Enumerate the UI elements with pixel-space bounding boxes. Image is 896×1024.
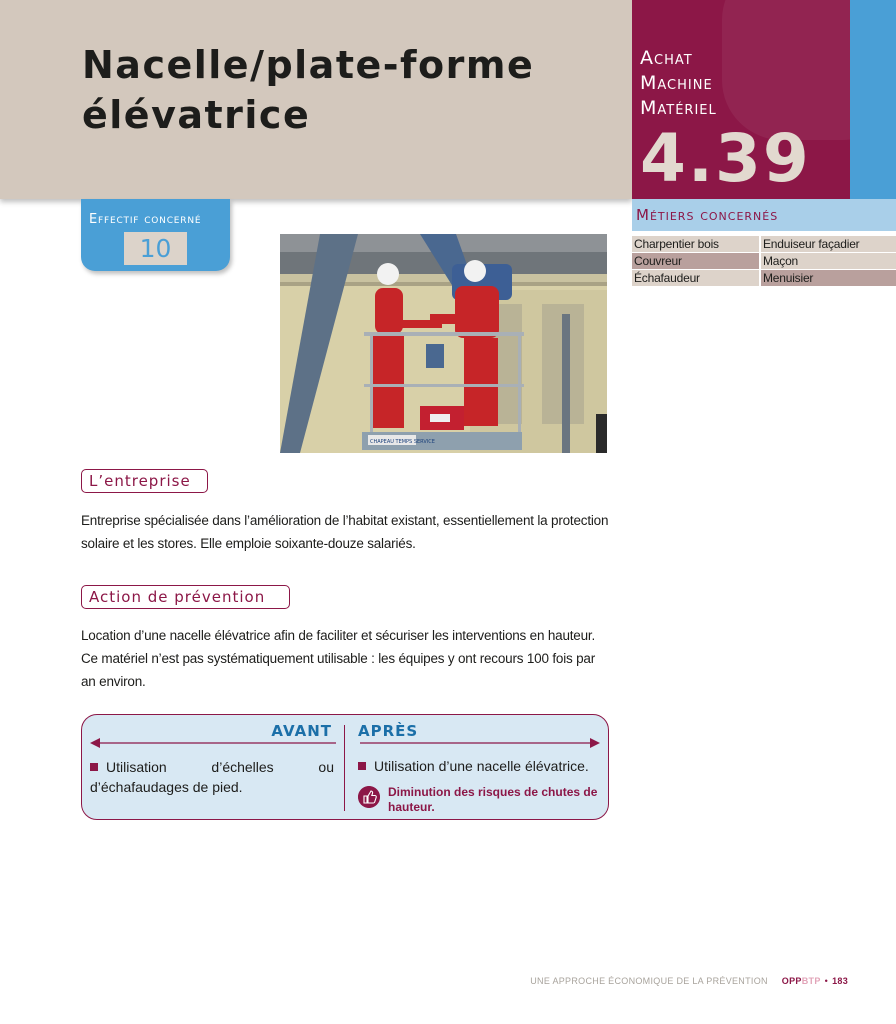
category-block bbox=[632, 0, 850, 199]
decorative-shape bbox=[722, 0, 850, 140]
worksite-photo bbox=[280, 234, 607, 453]
metiers-row bbox=[632, 253, 896, 269]
thumbs-up-icon bbox=[358, 786, 380, 808]
avant-item bbox=[90, 757, 334, 797]
metier-cell: Couvreur bbox=[632, 253, 759, 269]
avant-title: AVANT bbox=[271, 722, 332, 740]
entreprise-text: Entreprise spécialisée dans l’amélioration de l’habitat existant, essentiellement la protection solaire et les stores. Elle emploie soixante-douze salariés. bbox=[81, 513, 609, 551]
apres-item-text: Utilisation d’une nacelle élévatrice. bbox=[374, 758, 589, 774]
page-title: Nacelle/plate-forme élévatrice bbox=[82, 43, 535, 137]
metiers-grid bbox=[632, 236, 896, 287]
benefit-text: Diminution des risques de chutes de hauteur. bbox=[388, 785, 598, 814]
blue-strip bbox=[850, 0, 896, 199]
metier-cell: Maçon bbox=[761, 253, 896, 269]
footer-separator: • bbox=[824, 976, 829, 986]
category-label: Achat bbox=[640, 47, 693, 69]
footer-brand-opp: OPP bbox=[781, 976, 802, 986]
metiers-row bbox=[632, 270, 896, 286]
metiers-row bbox=[632, 236, 896, 252]
metiers-header bbox=[632, 199, 896, 231]
metier-cell: Charpentier bois bbox=[632, 236, 759, 252]
metiers-title: Métiers concernés bbox=[636, 206, 779, 224]
comparison-box bbox=[81, 714, 609, 820]
metier-cell: Échafaudeur bbox=[632, 270, 759, 286]
comparison-divider bbox=[344, 725, 345, 811]
page-footer bbox=[530, 975, 848, 987]
effectif-value: 10 bbox=[124, 232, 187, 265]
page-number: 183 bbox=[832, 976, 848, 986]
sheet-number: 4.39 bbox=[640, 120, 811, 197]
effectif-box bbox=[81, 199, 230, 271]
bullet-icon bbox=[90, 763, 98, 771]
action-text: Location d’une nacelle élévatrice afin de faciliter et sécuriser les interventions en hauteur. Ce matériel n’est pas systématiquement utilisable : les équipes y ont recours 100 fois par an environ. bbox=[81, 628, 596, 689]
metier-cell: Enduiseur façadier bbox=[761, 236, 896, 252]
category-label: Machine bbox=[640, 72, 713, 94]
category-labels bbox=[640, 46, 717, 121]
metier-cell: Menuisier bbox=[761, 270, 896, 286]
apres-item bbox=[358, 756, 598, 776]
section-title-action: Action de prévention bbox=[81, 585, 290, 609]
footer-tagline: UNE APPROCHE ÉCONOMIQUE DE LA PRÉVENTION bbox=[530, 976, 768, 986]
footer-brand-btp: BTP bbox=[801, 976, 821, 986]
bullet-icon bbox=[358, 762, 366, 770]
platform-plate-text: CHAPEAU TEMPS SERVICE bbox=[370, 439, 435, 445]
section-title-entreprise: L’entreprise bbox=[81, 469, 208, 493]
header-band bbox=[0, 0, 632, 199]
apres-title: APRÈS bbox=[358, 722, 419, 740]
avant-item-text: Utilisation d’échelles ou d’échafaudages de pied. bbox=[90, 759, 334, 795]
category-label: Matériel bbox=[640, 97, 717, 119]
effectif-label: Effectif concerné bbox=[89, 212, 202, 227]
double-arrow-icon bbox=[90, 737, 600, 749]
